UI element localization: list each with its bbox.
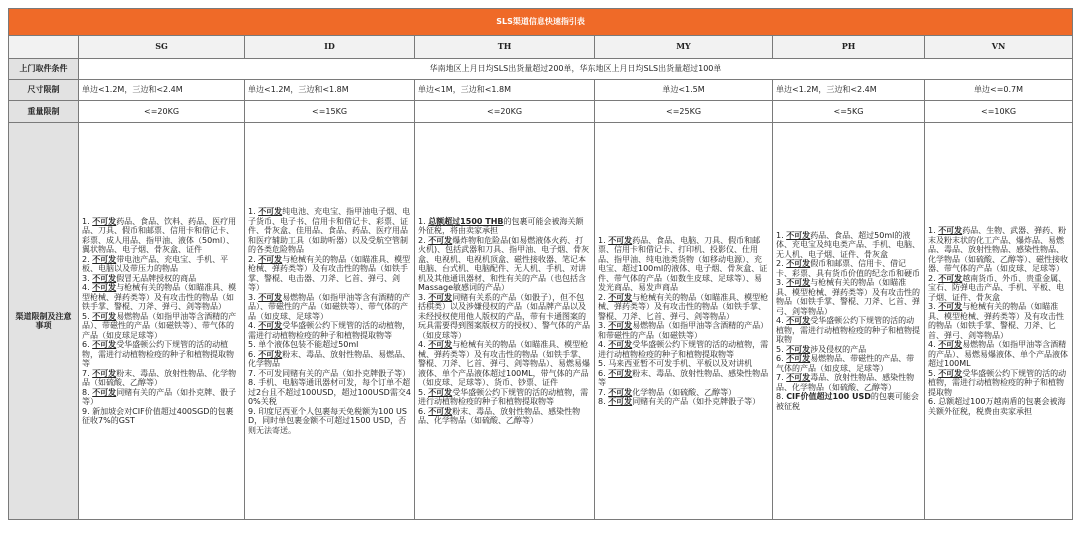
item-keyword: 不可发: [428, 292, 453, 302]
item-keyword: 不可发: [258, 349, 283, 359]
item-keyword: 不可发: [786, 259, 811, 269]
item-number: 1.: [776, 230, 787, 240]
item-number: 7.: [776, 373, 787, 383]
item-number: 6.: [82, 340, 93, 349]
item-keyword: 不可发: [92, 283, 117, 292]
table-title: SLS渠道信息快速指引表: [9, 9, 1073, 36]
restriction-item: [776, 316, 921, 345]
item-keyword: 总额超过1500 THB: [428, 216, 504, 226]
item-text: 同赌有关系的产品（如骰子），但不包括棋类）以及涉嫌侵权的产品（如品牌产品以及未经授权使用他人版权的产品，带有卡通图案的玩具需要得到图案版权方的授权）、警气体的产品（如皮球等）: [418, 292, 590, 340]
restriction-item: [776, 373, 921, 392]
item-number: 3.: [776, 278, 787, 288]
item-text: 受华盛顿公约下规管的活的动植物，需进行动植物检疫的种子和植物提取物: [928, 368, 1067, 397]
item-number: 1.: [418, 216, 429, 226]
size-my: 单边<1.5M: [595, 80, 773, 101]
item-text: 与枪械有关的物品（如瞄准具、模型枪械、弹药类等）及有攻击性的物品（如铁手掌、警棍、刀斧、匕首、弹弓、剑等物品）: [776, 278, 920, 316]
item-number: 1.: [598, 235, 609, 245]
item-number: 8.: [776, 392, 787, 402]
item-keyword: 不可发: [786, 230, 811, 240]
weight-id: <=15KG: [245, 101, 415, 123]
item-number: 5.: [248, 340, 259, 349]
restriction-item: [598, 388, 769, 398]
restrictions-my: [595, 123, 773, 520]
item-number: 7.: [82, 368, 93, 378]
pickup-label: 上门取件条件: [9, 59, 79, 80]
country-header-row: [9, 36, 1073, 59]
item-number: 7.: [248, 368, 259, 378]
restrictions-th: [415, 123, 595, 520]
item-text: 粉末、毒品、放射性物品、化学物品（如硫酸、乙醇等）: [82, 368, 237, 387]
restriction-item: [928, 397, 1069, 416]
restriction-item: [928, 226, 1069, 274]
item-number: 4.: [418, 340, 429, 349]
restriction-item: [82, 217, 241, 255]
item-keyword: 不可发: [258, 292, 283, 302]
restriction-item: [82, 388, 241, 407]
restriction-item: [248, 369, 411, 379]
restriction-item: [418, 388, 591, 407]
restriction-item: [248, 378, 411, 407]
item-number: 8.: [598, 397, 609, 406]
item-number: 5.: [598, 359, 609, 368]
country-header-th: TH: [415, 36, 595, 59]
item-text: 受华盛顿公约下规管的活的动植物，需进行动植物检疫的种子和植物提取物: [776, 316, 920, 345]
restriction-item: [418, 340, 591, 388]
item-text: 印度尼西亚个人包裹每天免税额为100 USD，同时单包裹金额不可超过1500 USD，否则无法寄送。: [248, 406, 407, 435]
country-header-my: MY: [595, 36, 773, 59]
header-corner: [9, 36, 79, 59]
item-text: 同赌有关的产品（如扑克牌骰子等）: [632, 397, 761, 406]
item-keyword: 不可发: [92, 368, 117, 378]
item-keyword: 不可发: [786, 344, 811, 354]
restriction-item: [598, 359, 769, 369]
restrictions-id: [245, 123, 415, 520]
item-text: 粉末、毒品、放射性物品、感染性物品等: [598, 368, 769, 387]
restriction-item: [248, 340, 411, 350]
restriction-item: [928, 340, 1069, 369]
item-number: 9.: [82, 406, 93, 416]
item-keyword: 不可发: [938, 368, 963, 378]
item-number: 2.: [776, 259, 787, 269]
restriction-item: [248, 350, 411, 369]
restriction-item: [82, 312, 241, 341]
sls-channel-table: [8, 8, 1073, 520]
item-number: 4.: [928, 340, 939, 349]
size-th: 单边<1M，三边和<1.8M: [415, 80, 595, 101]
restriction-item: [248, 321, 411, 340]
country-header-vn: VN: [925, 36, 1073, 59]
item-keyword: 不可发: [428, 340, 453, 349]
restrictions-row: [9, 123, 1073, 520]
item-number: 4.: [82, 283, 93, 292]
restriction-item: [248, 407, 411, 436]
item-keyword: 不可发: [428, 387, 453, 397]
item-text: 与枪械有关的物品（如瞄准具、模型枪械、弹药类等）及有攻击性的物品（如铁手掌、警棍、刀斧、匕首、弹弓、剑等物品）: [598, 292, 769, 321]
item-text: 纯电池、充电宝、指甲油电子烟、电子货币、电子书、信用卡和借记卡、彩票、证件、骨灰盒、佳用品、食品、药品、医疗用品和医疗辅助工具（如助听器）以及受航空管制的各类危险物品: [248, 207, 411, 254]
restriction-item: [82, 340, 241, 369]
restriction-item: [82, 283, 241, 312]
item-text: 粉末、毒品、放射性物品、易燃品、化学物品: [248, 349, 411, 368]
item-text: 同赌有关的产品（如扑克牌、骰子等）: [82, 387, 237, 406]
item-keyword: 不可发: [92, 311, 117, 321]
size-ph: 单边<1.2M，三边和<2.4M: [773, 80, 925, 101]
item-keyword: 不可发: [608, 235, 633, 245]
weight-th: <=20KG: [415, 101, 595, 123]
restriction-item: [776, 345, 921, 355]
item-text: 化学物品（如硫酸、乙醇等）: [632, 387, 737, 397]
restrictions-vn: [925, 123, 1073, 520]
item-text: 总额超过100万越南盾的包裹会被海关额外征税，税费由卖家承担: [928, 397, 1066, 416]
restrictions-label: 渠道限制及注意事项: [9, 123, 79, 520]
item-number: 4.: [776, 316, 787, 326]
item-keyword: 不可发: [92, 273, 117, 283]
item-text: 易燃物品（如指甲油等含有酒精的产品）、带磁性的产品（如磁铁等）、带气体的产品（如皮球、足球等）: [248, 292, 411, 321]
restriction-item: [82, 369, 241, 388]
item-bold-text: CIF价值超过100 USD: [786, 392, 871, 402]
item-text: 粉末、毒品、放射性物品、感染性物品、化学物品（如硫酸、乙醇等）: [418, 406, 581, 425]
restriction-item: [598, 236, 769, 293]
restriction-item: [418, 217, 591, 236]
restrictions-sg: [79, 123, 245, 520]
item-keyword: 不可发: [92, 254, 117, 264]
item-number: 2.: [248, 254, 259, 264]
item-number: 9.: [248, 406, 259, 416]
item-text: 与枪械有关的物品（如瞄准具、模型枪械、弹药类等）及有攻击性的物品（如铁手掌、警棍、刀斧、匕首、弹弓、剑等物品）: [928, 302, 1064, 340]
item-number: 8.: [248, 378, 259, 387]
country-header-id: ID: [245, 36, 415, 59]
restriction-item: [598, 397, 769, 407]
item-text: 与枪械有关的物品（如瞄准具、模型枪械、弹药类等）及有攻击性的物品（如铁手掌、警棍、刀斧、弹弓、剑等物品）: [82, 283, 237, 311]
restriction-item: [598, 340, 769, 359]
country-header-ph: PH: [773, 36, 925, 59]
restriction-item: [82, 407, 241, 426]
restriction-item: [248, 255, 411, 293]
item-text: 不可发同赌有关的产品（如扑克牌骰子等）: [258, 368, 411, 378]
restriction-item: [248, 293, 411, 322]
item-text: 受华盛顿公约下规管的活的动植物，需进行动植物检疫的种子和植物提取物等: [248, 321, 411, 340]
item-number: 2.: [928, 273, 939, 283]
item-text: 爆炸物和危险品(如易燃液体火药、打火机)、包括武器和刀具、指甲油、电子烟、骨灰盒、电视机、电视机顶盒、磁性接收器、笔记本电脑、台式机、电脑配件、无人机、手机、对讲机及其他通讯器材、和性有关的产品（也包括含Massage敏感词的产品）: [418, 235, 590, 292]
item-number: 1.: [248, 207, 259, 216]
item-keyword: 不可发: [786, 278, 811, 288]
item-keyword: 不可发: [608, 368, 633, 378]
restriction-item: [598, 321, 769, 340]
weight-sg: <=20KG: [79, 101, 245, 123]
restriction-item: [776, 259, 921, 278]
item-number: 3.: [418, 292, 429, 302]
item-number: 2.: [418, 235, 429, 245]
item-text: 药品、生物、武器、弹药、粉末及粉末状的化工产品、爆炸品、易燃品、毒品、放射性物品、感染性物品、化学物品（如硫酸、乙醇等）、磁性接收器、带气体的产品（如皮球、足球等）: [928, 226, 1068, 273]
item-keyword: 不可发: [608, 340, 633, 349]
item-number: 7.: [598, 387, 609, 397]
item-text: 涉及侵权的产品: [810, 344, 867, 354]
size-label: 尺寸限制: [9, 80, 79, 101]
item-text: 易燃物品（如指甲油等含酒精的产品）和带磁性的产品（如磁铁等）: [598, 321, 769, 340]
item-keyword: 不可发: [428, 406, 453, 416]
item-text: 易燃物品（如指甲油等含酒精的产品）、带磁性的产品（如磁铁等）、带气体的产品（如皮球足球等）: [82, 311, 237, 340]
restriction-item: [776, 231, 921, 260]
restriction-item: [82, 255, 241, 274]
item-text: 毒品、放射性物品、感染性物品、化学物品（如硫酸、乙醇等）: [776, 373, 915, 392]
item-text: 假币和邮票、信用卡、借记卡、彩票、具有货币价值的纪念币和硬币: [776, 259, 920, 278]
item-keyword: 不可发: [786, 354, 811, 364]
item-number: 8.: [82, 387, 93, 397]
item-text: 越南货币、外币、贵重金属、宝石、防弹电击产品、手机、平板、电子烟、证件、骨灰盒: [928, 273, 1067, 302]
item-keyword: 不可发: [608, 292, 633, 302]
item-number: 1.: [928, 226, 939, 235]
restriction-item: [928, 274, 1069, 303]
country-header-sg: SG: [79, 36, 245, 59]
item-number: 4.: [598, 340, 609, 349]
restriction-item: [776, 278, 921, 316]
restriction-item: [418, 407, 591, 426]
item-text: 的包裹可能会被征税: [776, 392, 919, 411]
item-text: 马来西亚暂不可发手机、平板以及对讲机: [608, 359, 753, 368]
weight-ph: <=5KG: [773, 101, 925, 123]
item-keyword: 不可发: [786, 316, 811, 326]
item-number: 6.: [248, 349, 259, 359]
restriction-item: [598, 293, 769, 322]
item-text: 易燃物品、带磁性的产品、带气体的产品（如皮球、足球等）: [776, 354, 915, 373]
item-keyword: 不可发: [938, 340, 963, 349]
restriction-item: [418, 236, 591, 293]
size-sg: 单边<1.2M，三边和<2.4M: [79, 80, 245, 101]
item-keyword: 不可发: [608, 397, 633, 406]
item-text: 新加坡会对CIF价值超过400SGD的包裹征收7%的GST: [82, 406, 234, 425]
item-text: 假冒无品牌授权的商品: [116, 273, 197, 283]
item-keyword: 不可发: [92, 340, 117, 349]
item-text: 受华盛顿公约下规管的活的动植物，需进行动植物检疫的种子和植物提取物等: [418, 387, 589, 406]
restriction-item: [776, 392, 921, 411]
restriction-item: [82, 274, 241, 284]
item-keyword: 不可发: [92, 387, 117, 397]
item-number: 6.: [928, 397, 939, 406]
item-number: 5.: [82, 311, 93, 321]
item-number: 4.: [248, 321, 259, 330]
item-number: 3.: [928, 302, 939, 311]
item-keyword: 不可发: [938, 302, 963, 311]
item-text: 易燃物品（如指甲油等含酒精的产品）、易燃易爆液体、单个产品液体超过100ML: [928, 340, 1068, 368]
restrictions-ph: [773, 123, 925, 520]
weight-vn: <=10KG: [925, 101, 1073, 123]
item-text: 受华盛顿公约下规管的活的动植物，需进行动植物检疫的种子和植物提取物等: [598, 340, 769, 359]
item-number: 2.: [598, 292, 609, 302]
item-text: 药品、食品、饮料、药品、医疗用品、刀具、假币和邮票、信用卡和借记卡、彩票、成人用品、指甲油、液体（50ml）、翼状物品、电子烟、骨灰盒、证件: [82, 216, 237, 254]
item-keyword: 不可发: [938, 273, 963, 283]
item-keyword: 不可发: [258, 254, 283, 264]
size-vn: 单边<=0.7M: [925, 80, 1073, 101]
item-text: 单个液体包装不能超过50ml: [258, 340, 359, 349]
item-keyword: 不可发: [938, 226, 963, 235]
item-text: 与枪械有关的物品（如瞄准具、模型枪械、弹药类等）及有攻击性的物品（如铁手掌、警棍、电击器、刀斧、匕首、弹弓、剑等）: [248, 254, 411, 292]
item-number: 2.: [82, 254, 93, 264]
item-text: 药品、食品、超过50ml的液体、充电宝及纯电类产品、手机、电脑、无人机、电子烟、证件、骨灰盒: [776, 230, 920, 259]
item-number: 5.: [776, 344, 787, 354]
item-keyword: 不可发: [608, 387, 633, 397]
weight-row: [9, 101, 1073, 123]
item-text: 药品、食品、电脑、刀具、假币和邮票、信用卡和借记卡、打印机、投影仪、仕用品、指甲油、纯电池类货物（如移动电源）、充电宝、超过100ml的液体、电子烟、骨灰盒、证件、带气体的产品（如数生皮球、足球等）、易发光商品、易发声商品: [598, 235, 768, 292]
item-text: 带电池产品、充电宝、手机、平板、电脑以及带压力的物品: [82, 254, 229, 273]
item-keyword: 不可发: [258, 207, 283, 216]
restriction-item: [928, 302, 1069, 340]
item-number: 6.: [418, 406, 429, 416]
item-number: 3.: [82, 273, 93, 283]
item-text: 手机、电脑等通讯器材可发，每个订单不超过2台且不超过100USD，超过100USD需交40%关税: [248, 378, 411, 406]
item-text: 受华盛顿公约下规管的活的动植物，需进行动植物检疫的种子和植物提取物等: [82, 340, 234, 368]
item-number: 3.: [248, 292, 259, 302]
restriction-item: [248, 207, 411, 255]
item-number: 5.: [418, 387, 429, 397]
item-keyword: 不可发: [258, 321, 283, 330]
restriction-item: [418, 293, 591, 341]
size-id: 单边<1.2M，三边和<1.8M: [245, 80, 415, 101]
weight-label: 重量限制: [9, 101, 79, 123]
item-number: 6.: [776, 354, 787, 364]
restriction-item: [776, 354, 921, 373]
item-text: 的包裹可能会被海关额外征税，将由卖家承担: [418, 216, 584, 235]
item-number: 3.: [598, 321, 609, 330]
item-number: 1.: [82, 216, 93, 226]
item-number: 6.: [598, 368, 609, 378]
item-text: 与枪械有关的物品（如瞄准具、模型枪械、弹药类等）及有攻击性的物品（如铁手掌、警棍、刀斧、匕首、弹弓、剑等物品）、易燃易爆液体、单个产品液体超过100ML，带气体的产品（如皮球、足球等）、货币、钞票、证件: [418, 340, 590, 387]
item-keyword: 不可发: [92, 216, 117, 226]
restriction-item: [598, 369, 769, 388]
weight-my: <=25KG: [595, 101, 773, 123]
pickup-value: 华南地区上月日均SLS出货量超过200单，华东地区上月日均SLS出货量超过100单: [79, 59, 1073, 80]
item-keyword: 不可发: [786, 373, 811, 383]
restriction-item: [928, 369, 1069, 398]
pickup-row: [9, 59, 1073, 80]
size-row: [9, 80, 1073, 101]
item-keyword: 不可发: [608, 321, 633, 330]
item-number: 5.: [928, 368, 939, 378]
item-keyword: 不可发: [428, 235, 453, 245]
